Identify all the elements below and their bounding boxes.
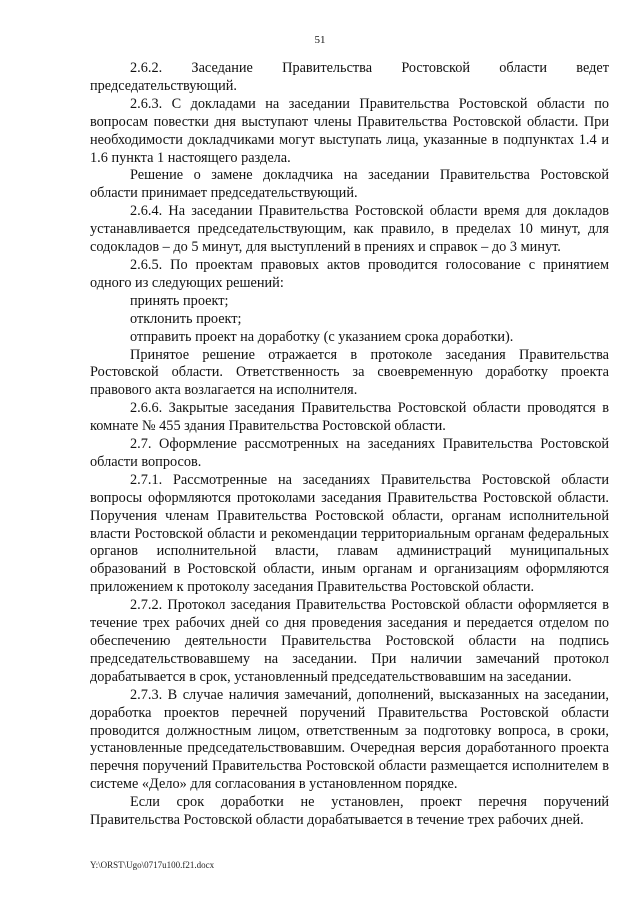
page-number: 51	[314, 34, 326, 46]
document-body	[90, 60, 609, 830]
paragraph-2-7-3: 2.7.3. В случае наличия замечаний, дополнений, высказанных на заседании, доработка проектов перечней поручений Правительства Ростовской области проводится должностным лицом, ответственным за подготовку вопроса, в сроки, установленные председательствовавшим. Очередная версия доработанного проекта перечня поручений Правительства Ростовской области размещается исполнителем в системе «Дело» для согласования в установленном порядке.	[90, 686, 609, 793]
paragraph-2-6-6: 2.6.6. Закрытые заседания Правительства Ростовской области проводятся в комнате № 455 здания Правительства Ростовской области.	[90, 400, 609, 435]
paragraph-speaker-replacement: Решение о замене докладчика на заседании Правительства Ростовской области принимает председательствующий.	[90, 167, 609, 202]
paragraph-revision-deadline: Если срок доработки не установлен, проект перечня поручений Правительства Ростовской области дорабатывается в течение трех рабочих дней.	[90, 794, 609, 829]
option-revise: отправить проект на доработку (с указанием срока доработки).	[130, 328, 514, 345]
paragraph-2-7-1: 2.7.1. Рассмотренные на заседаниях Правительства Ростовской области вопросы оформляются протоколами заседания Правительства Ростовской области. Поручения членам Правительства Ростовской области, органам исполнительной власти Ростовской области и рекомендации территориальным органам федеральных органов исполнительной власти, главам администраций муниципальных образований в Ростовской области, иным органам и организациям оформляются приложением к протоколу заседания Правительства Ростовской области.	[90, 471, 609, 596]
paragraph-2-6-4: 2.6.4. На заседании Правительства Ростовской области время для докладов устанавливается председательствующим, как правило, в пределах 10 минут, для содокладов – до 5 минут, для выступлений в прениях и справок – до 3 минут.	[90, 203, 609, 256]
paragraph-2-6-5: 2.6.5. По проектам правовых актов проводится голосование с принятием одного из следующих решений:	[90, 256, 609, 291]
paragraph-2-6-2: 2.6.2. Заседание Правительства Ростовской области ведет председательствующий.	[90, 60, 609, 94]
option-reject: отклонить проект;	[130, 310, 242, 327]
paragraph-2-7: 2.7. Оформление рассмотренных на заседаниях Правительства Ростовской области вопросов.	[90, 436, 609, 470]
option-accept: принять проект;	[130, 292, 229, 309]
file-path-footer: Y:\ORST\Ugo\0717u100.f21.docx	[90, 860, 215, 870]
paragraph-decision-protocol: Принятое решение отражается в протоколе заседания Правительства Ростовской области. Ответственность за своевременную доработку проекта правового акта возлагается на исполнителя.	[90, 346, 609, 399]
paragraph-2-6-3: 2.6.3. С докладами на заседании Правительства Ростовской области по вопросам повестки дня выступают члены Правительства Ростовской области. При необходимости докладчиками могут выступать лица, указанные в подпунктах 1.4 и 1.6 пункта 1 настоящего раздела.	[90, 95, 609, 166]
paragraph-2-7-2: 2.7.2. Протокол заседания Правительства Ростовской области оформляется в течение трех рабочих дней со дня проведения заседания и передается отделом по обеспечению деятельности Правительства Ростовской области на подпись председательствовавшему на заседании. При наличии замечаний протокол дорабатывается в срок, установленный председательствовавшим на заседании.	[90, 597, 609, 685]
